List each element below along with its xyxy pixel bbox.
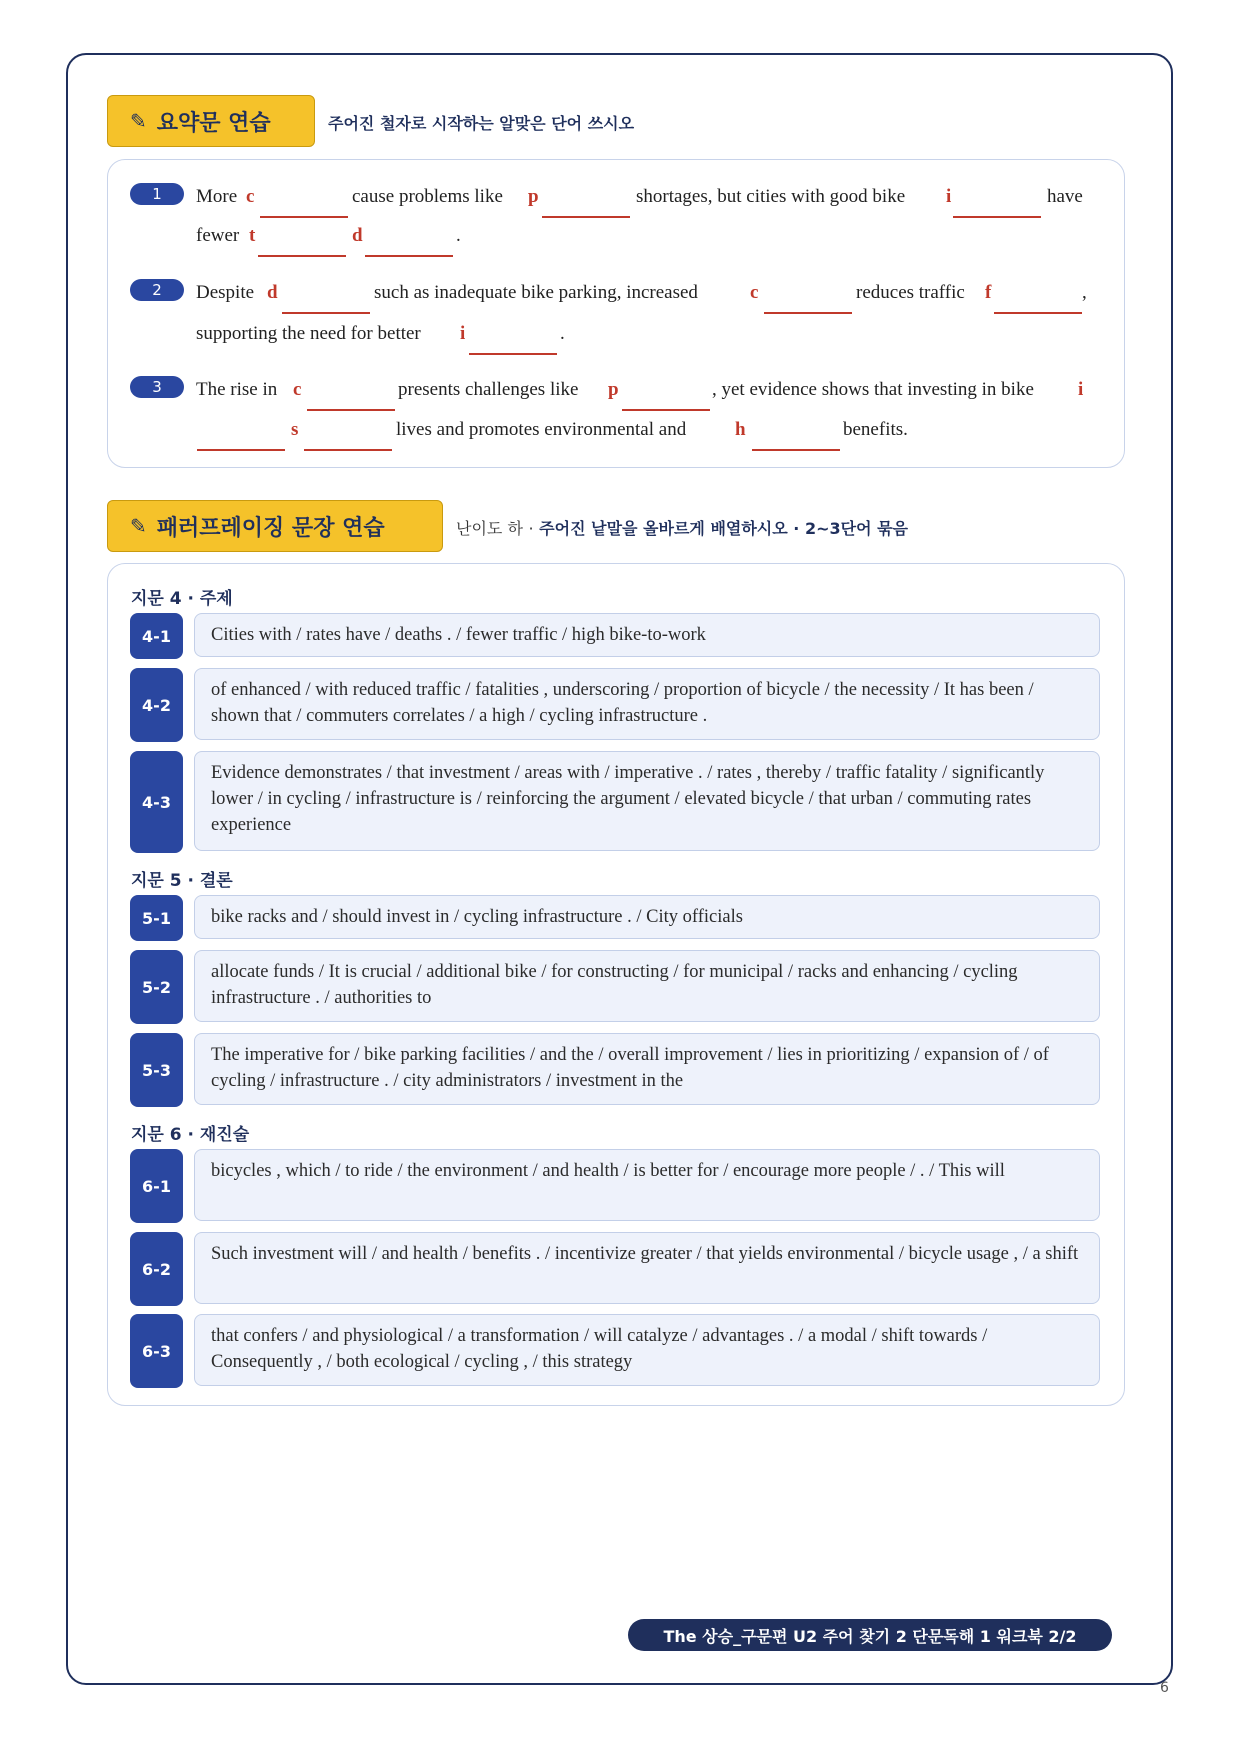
initial-letter-hint: p <box>528 186 539 207</box>
paraphrase-instruction <box>456 516 908 539</box>
footer-label: The 상승_구문편 U2 주어 찾기 2 단문독해 1 워크북 2/2 <box>628 1619 1112 1651</box>
initial-letter-hint: c <box>246 186 255 207</box>
initial-letter-hint: i <box>946 186 952 207</box>
question-id-badge: 5-2 <box>130 950 183 1024</box>
summary-text: lives and promotes environmental and <box>396 419 687 440</box>
initial-letter-hint: c <box>750 282 759 303</box>
pencil-icon: ✎ <box>130 514 147 538</box>
word-chunk-box[interactable]: that confers / and physiological / a transformation / will catalyze / advantages . / a modal / shift towards / Consequently , / both ecological / cycling , / this strategy <box>194 1314 1100 1386</box>
answer-blank[interactable] <box>542 216 630 218</box>
question-id-badge: 5-3 <box>130 1033 183 1107</box>
paraphrase-section-tag <box>107 500 443 552</box>
summary-text: , <box>1082 282 1087 303</box>
summary-text: benefits. <box>843 419 908 440</box>
answer-blank[interactable] <box>197 449 285 451</box>
summary-text: Despite <box>196 282 255 303</box>
question-id-badge: 4-1 <box>130 613 183 659</box>
answer-blank[interactable] <box>953 216 1041 218</box>
paraphrase-section-title: 패러프레이징 문장 연습 <box>156 515 385 541</box>
paragraph-heading: 지문 5 · 결론 <box>131 871 233 891</box>
difficulty-level: 난이도 하 <box>456 519 523 538</box>
initial-letter-hint: c <box>293 379 302 400</box>
word-chunk-box[interactable]: Evidence demonstrates / that investment / areas with / imperative . / rates , thereby / traffic fatality / significantly lower / in cycling / infrastructure is / reinforcing the argument / elevated bicycle / that urban / commuting rates experience <box>194 751 1100 851</box>
question-id-badge: 6-2 <box>130 1232 183 1306</box>
initial-letter-hint: f <box>985 282 992 303</box>
answer-blank[interactable] <box>469 353 557 355</box>
initial-letter-hint: p <box>608 379 619 400</box>
pencil-icon: ✎ <box>130 109 147 133</box>
summary-text: The rise in <box>196 379 278 400</box>
answer-blank[interactable] <box>622 409 710 411</box>
question-id-badge: 4-2 <box>130 668 183 742</box>
paragraph-heading: 지문 6 · 재진술 <box>131 1125 250 1145</box>
question-id-badge: 6-1 <box>130 1149 183 1223</box>
summary-text: supporting the need for better <box>196 323 421 344</box>
question-id-badge: 6-3 <box>130 1314 183 1388</box>
initial-letter-hint: i <box>1078 379 1084 400</box>
word-chunk-box[interactable]: allocate funds / It is crucial / additional bike / for constructing / for municipal / racks and enhancing / cycling infrastructure . / authorities to <box>194 950 1100 1022</box>
summary-section-tag <box>107 95 315 147</box>
summary-text: . <box>560 323 565 344</box>
summary-item-number: 1 <box>130 183 184 205</box>
initial-letter-hint: h <box>735 419 746 440</box>
page-number: 6 <box>1160 1680 1169 1696</box>
initial-letter-hint: d <box>352 225 363 246</box>
summary-text: reduces traffic <box>856 282 965 303</box>
initial-letter-hint: i <box>460 323 466 344</box>
paraphrase-instruction-text: 주어진 낱말을 올바르게 배열하시오 · 2~3단어 묶음 <box>539 519 909 538</box>
answer-blank[interactable] <box>258 255 346 257</box>
initial-letter-hint: s <box>291 419 299 440</box>
summary-text: have <box>1047 186 1083 207</box>
summary-text: fewer <box>196 225 240 246</box>
word-chunk-box[interactable]: Such investment will / and health / benefits . / incentivize greater / that yields environmental / bicycle usage , / a shift <box>194 1232 1100 1304</box>
summary-instruction: 주어진 철자로 시작하는 알맞은 단어 쓰시오 <box>328 114 635 133</box>
summary-item-number: 3 <box>130 376 184 398</box>
answer-blank[interactable] <box>282 312 370 314</box>
word-chunk-box[interactable]: Cities with / rates have / deaths . / fewer traffic / high bike-to-work <box>194 613 1100 657</box>
word-chunk-box[interactable]: The imperative for / bike parking facilities / and the / overall improvement / lies in prioritizing / expansion of / of cycling / infrastructure . / city administrators / investment in the <box>194 1033 1100 1105</box>
answer-blank[interactable] <box>994 312 1082 314</box>
word-chunk-box[interactable]: bicycles , which / to ride / the environment / and health / is better for / encourage more people / . / This will <box>194 1149 1100 1221</box>
summary-text: cause problems like <box>352 186 503 207</box>
initial-letter-hint: d <box>267 282 278 303</box>
answer-blank[interactable] <box>304 449 392 451</box>
paragraph-heading: 지문 4 · 주제 <box>131 589 233 609</box>
answer-blank[interactable] <box>307 409 395 411</box>
question-id-badge: 5-1 <box>130 895 183 941</box>
word-chunk-box[interactable]: bike racks and / should invest in / cycling infrastructure . / City officials <box>194 895 1100 939</box>
word-chunk-box[interactable]: of enhanced / with reduced traffic / fatalities , underscoring / proportion of bicycle / the necessity / It has been / shown that / commuters correlates / a high / cycling infrastructure . <box>194 668 1100 740</box>
summary-text: shortages, but cities with good bike <box>636 186 906 207</box>
summary-section-title: 요약문 연습 <box>156 110 271 136</box>
summary-text: . <box>456 225 461 246</box>
answer-blank[interactable] <box>365 255 453 257</box>
answer-blank[interactable] <box>752 449 840 451</box>
summary-text: More <box>196 186 238 207</box>
summary-text: such as inadequate bike parking, increased <box>374 282 698 303</box>
summary-text: , yet evidence shows that investing in bike <box>712 379 1034 400</box>
answer-blank[interactable] <box>260 216 348 218</box>
summary-item-number: 2 <box>130 279 184 301</box>
summary-text: presents challenges like <box>398 379 579 400</box>
answer-blank[interactable] <box>764 312 852 314</box>
initial-letter-hint: t <box>249 225 256 246</box>
question-id-badge: 4-3 <box>130 751 183 853</box>
separator: · <box>528 519 534 538</box>
